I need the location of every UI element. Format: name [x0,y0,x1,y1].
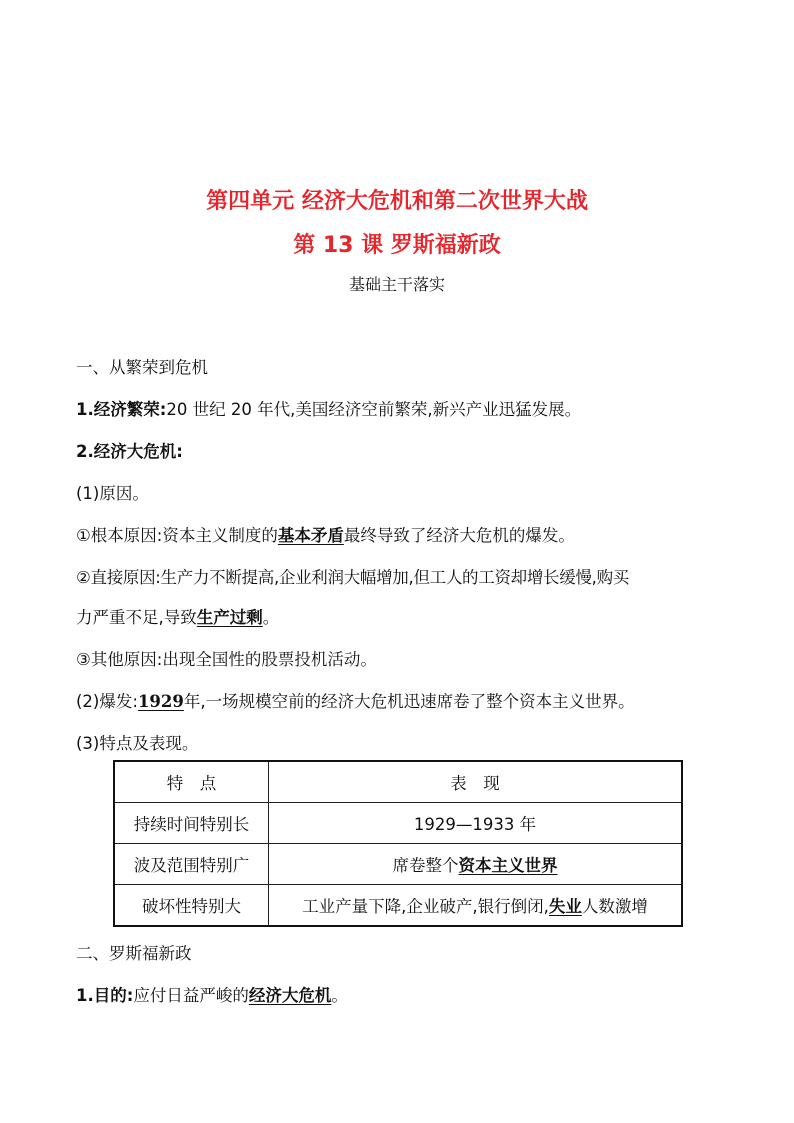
part2-heading: 二、罗斯福新政 [76,944,192,963]
text: 。 [331,986,348,1005]
part1-heading: 一、从繁荣到危机 [76,358,208,377]
text: ①根本原因:资本主义制度的 [76,526,278,545]
text: 1929—1933 年 [413,815,537,834]
key-term: 1929 [137,692,184,711]
table-row [114,885,682,927]
text: 席卷整个 [392,856,459,875]
key-term: 基本矛盾 [277,526,344,545]
cause-direct-line1: ②直接原因:生产力不断提高,企业利润大幅增加,但工人的工资却增长缓慢,购买 [76,568,629,587]
features-table [113,760,683,927]
item-label: 1.经济繁荣: [76,400,167,419]
key-term: 经济大危机 [248,986,332,1005]
text: (2)爆发: [76,692,138,711]
outbreak [76,690,635,714]
causes-heading: (1)原因。 [76,484,149,503]
cause-direct-line2 [76,606,279,630]
cause-other: ③其他原因:出现全国性的股票投机活动。 [76,650,377,669]
item-text: 20 世纪 20 年代,美国经济空前繁荣,新兴产业迅猛发展。 [166,400,582,419]
manifestation-cell [269,803,683,844]
table-row [114,844,682,885]
feature-cell: 波及范围特别广 [114,844,269,885]
item-label: 2.经济大危机: [76,442,183,461]
unit-title: 第四单元 经济大危机和第二次世界大战 [206,189,588,214]
key-term: 资本主义世界 [458,856,558,875]
item-label: 1.目的: [76,986,134,1005]
item-economic-prosperity [76,398,581,422]
section-subtitle: 基础主干落实 [348,275,445,294]
text: 应付日益严峻的 [133,986,249,1005]
item-great-depression [76,440,183,464]
features-heading: (3)特点及表现。 [76,734,199,753]
header-cell: 表 现 [269,761,683,803]
manifestation-cell [269,844,683,885]
text: 。 [262,608,280,627]
manifestation-cell [269,885,683,927]
cause-fundamental [76,524,575,548]
text: 人数激增 [581,897,648,916]
lesson-title: 第 13 课 罗斯福新政 [293,233,501,258]
feature-cell: 持续时间特别长 [114,803,269,844]
text: 工业产量下降,企业破产,银行倒闭, [302,897,549,916]
feature-cell: 破坏性特别大 [114,885,269,927]
key-term: 生产过剩 [196,608,263,627]
text: 最终导致了经济大危机的爆发。 [343,526,575,545]
key-term: 失业 [548,897,582,916]
text: 年,一场规模空前的经济大危机迅速席卷了整个资本主义世界。 [183,692,635,711]
table-row [114,803,682,844]
table-header-row [114,761,682,803]
text: 力严重不足,导致 [76,608,197,627]
header-cell: 特 点 [114,761,269,803]
item-purpose [76,984,348,1008]
